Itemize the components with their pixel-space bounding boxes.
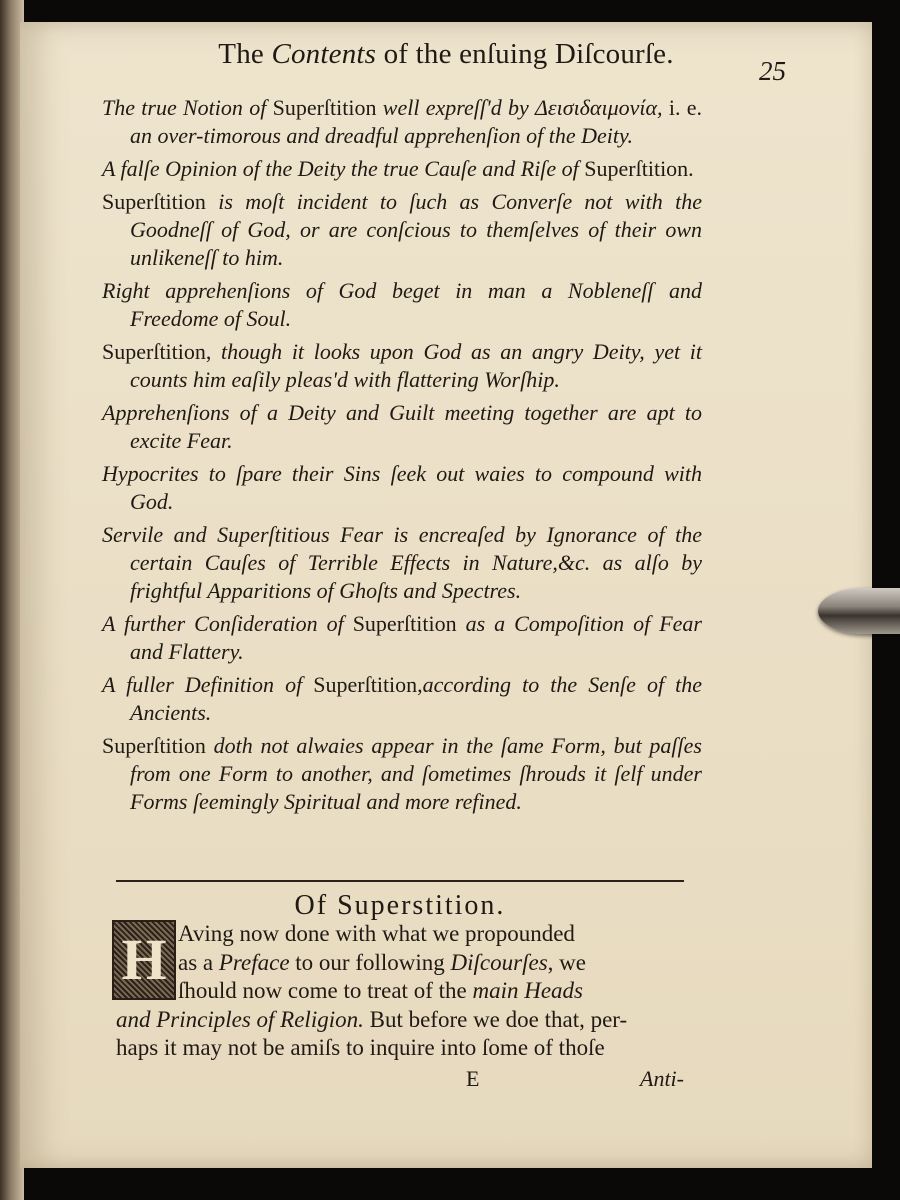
body-line-text: ſhould now come to treat of the [178, 978, 473, 1003]
contents-entry [102, 277, 702, 333]
contents-entry [102, 460, 702, 516]
contents-entry-text: A falſe Opinion of the Deity the true Cauſe and Riſe of [102, 156, 585, 181]
body-line-text: and Principles of Religion. [116, 1006, 364, 1032]
body-line [116, 977, 696, 1006]
contents-entry [102, 671, 702, 727]
contents-entry-text: A fuller Definition of [102, 672, 314, 697]
contents-entry-text: doth not alwaies appear in the ſame Form, but paſſes from one Form to another, and ſometimes ſhrouds it ſelf under Forms ſeemingly Spiritual and more refined. [130, 733, 702, 814]
contents-entry-text: according to the Senſe of the Ancients. [130, 672, 702, 725]
contents-entry-text: Superſtition [102, 189, 206, 214]
body-line-text: Aving now done with what we propounded [178, 921, 575, 946]
body-line-text: haps it may not be amiſs to inquire into ſome of thoſe [116, 1035, 605, 1060]
body-line [116, 949, 696, 978]
contents-entry-text: Superſtition [352, 611, 457, 636]
contents-entry-text: Superſtition [102, 733, 206, 758]
contents-entry [102, 399, 702, 455]
page-marker-clip [818, 588, 900, 634]
section-divider [116, 880, 684, 882]
contents-list [102, 94, 702, 821]
contents-entry-text: Superſtition, [313, 672, 423, 697]
contents-entry [102, 521, 702, 605]
body-line-text: , we [547, 949, 586, 975]
body-line [116, 1006, 696, 1035]
body-line-text: Preface [218, 949, 290, 975]
contents-entry-text: Superſtition [272, 95, 377, 120]
page-header [20, 38, 872, 71]
body-line [116, 1034, 696, 1063]
catchword: Anti- [640, 1066, 684, 1091]
header-title-italic: Contents [271, 38, 377, 70]
contents-entry-text: well expreſſ'd by Δεισιδαιμονία, [376, 95, 669, 120]
contents-entry-text: Right apprehenſions of God beget in man a Nobleneſſ and Freedome of Soul. [102, 278, 702, 331]
contents-entry-text: though it looks upon God as an angry Deity, yet it counts him eaſily pleas'd with flattering Worſhip. [130, 339, 702, 392]
contents-entry-text: Hypocrites to ſpare their Sins ſeek out waies to compound with God. [102, 461, 702, 514]
contents-entry [102, 732, 702, 816]
header-title-end: of the enſuing Diſcourſe. [376, 38, 674, 70]
contents-entry-text: Superſtition. [584, 156, 694, 181]
contents-entry-text: The true Notion of [102, 95, 273, 120]
body-line-text: Diſcourſes [450, 949, 548, 975]
contents-entry-text: Servile and Superſtitious Fear is encreaſed by Ignorance of the certain Cauſes of Terrible Effects in Nature,&c. as alſo by frightful Apparitions of Ghoſts and Spectres. [102, 522, 702, 603]
contents-entry-text: an over-timorous and dreadful apprehenſion of the Deity. [130, 123, 634, 148]
header-title-start: The [218, 38, 272, 70]
body-paragraph [116, 920, 696, 1063]
body-line-text: But before we doe that, per- [363, 1006, 628, 1032]
body-line [116, 920, 696, 949]
contents-entry [102, 610, 702, 666]
contents-entry-text: i. e. [668, 95, 702, 120]
contents-entry-text: as a Compoſition of Fear and Flattery. [130, 611, 702, 664]
page-footer [116, 1066, 696, 1096]
contents-entry [102, 338, 702, 394]
contents-entry-text: Superſtition, [102, 339, 212, 364]
contents-entry [102, 155, 702, 183]
page-number: 25 [759, 56, 786, 86]
body-line-text: as a [178, 949, 219, 975]
signature-mark: E [466, 1066, 480, 1091]
contents-entry-text: Apprehenſions of a Deity and Guilt meeting together are apt to excite Fear. [102, 400, 702, 453]
body-line-text: to our following [289, 949, 451, 975]
contents-entry-text: A further Conſideration of [102, 611, 353, 636]
contents-entry [102, 94, 702, 150]
section-title: Of Superstition. [294, 890, 506, 921]
book-page [20, 22, 872, 1168]
body-line-text: main Heads [472, 978, 583, 1003]
contents-entry-text: is moſt incident to ſuch as Converſe not with the Goodneſſ of God, or are conſcious to themſelves of their own unlikeneſſ to him. [130, 189, 702, 270]
contents-entry [102, 188, 702, 272]
initial-letter: H [121, 927, 167, 992]
